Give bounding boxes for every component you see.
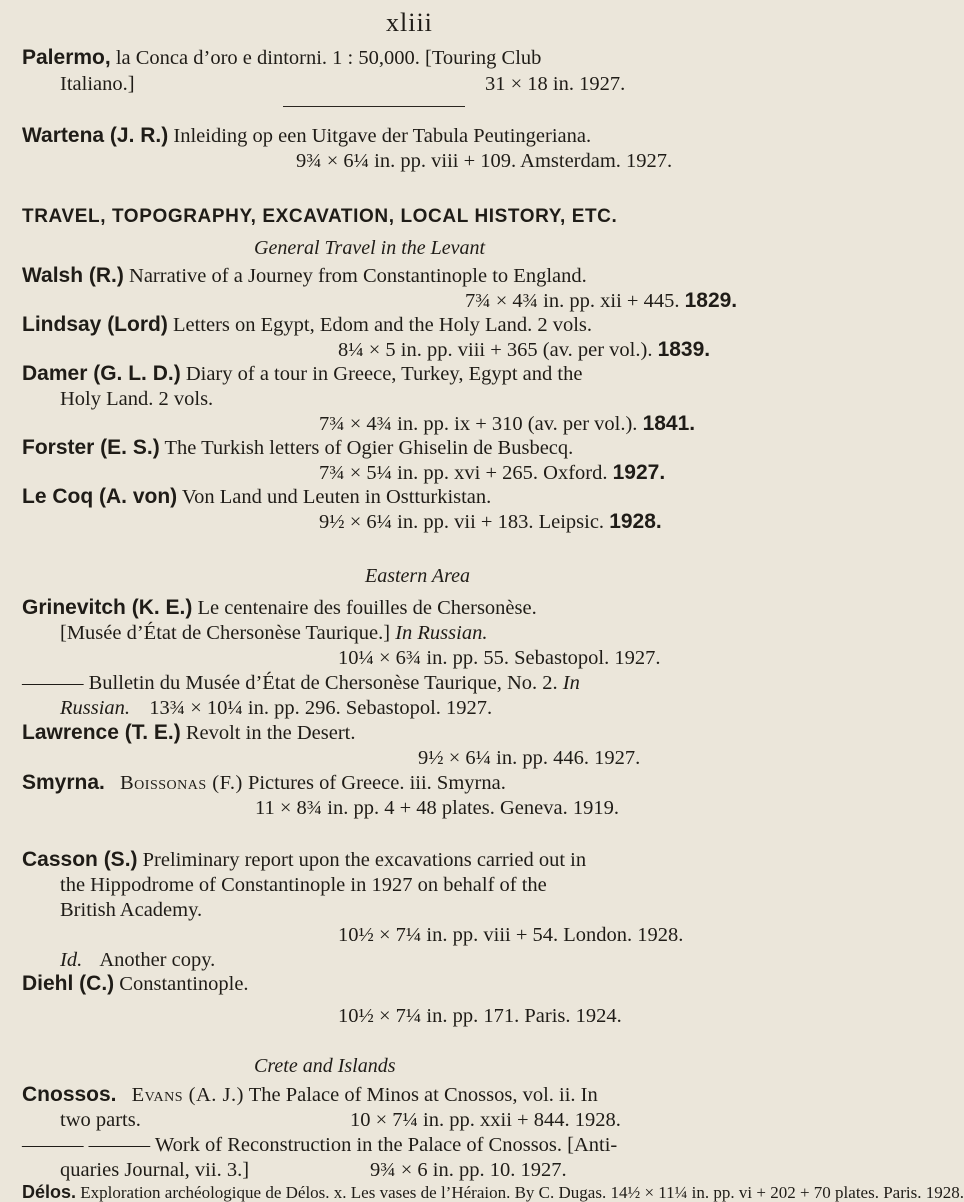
entry-work-line2a: quaries Journal, vii. 3.] [60,1159,250,1181]
entry-year: 1839. [657,338,711,361]
entry-lawrence-line1 [22,721,356,745]
ditto-dash: ——— ——— [22,1134,151,1156]
entry-casson-line4: 10½ × 7¼ in. pp. viii + 54. London. 1928. [338,924,684,946]
entry-grinevitch-line1 [22,596,537,620]
entry-italic: Russian. [60,697,131,719]
entry-palermo-line1 [22,46,541,70]
entry-text: l’Héraion. By C. Dugas. [440,1183,607,1202]
entry-forster-line2 [319,461,665,485]
subsection-eastern: Eastern Area [365,565,470,587]
entry-head: Smyrna. [22,771,105,794]
entry-text: The Turkish letters of Ogier Ghiselin de Busbecq. [164,437,574,459]
entry-damer-line2: Holy Land. 2 vols. [60,388,214,410]
entry-smyrna-line2: 11 × 8¾ in. pp. 4 + 48 plates. Geneva. 1919. [255,797,619,819]
entry-cnossos-line2a: two parts. [60,1109,141,1131]
entry-wartena-line1 [22,124,591,148]
entry-text: Inleiding op een Uitgave der Tabula Peutingeriana. [173,125,592,147]
entry-head: Palermo, [22,46,111,69]
entry-year: 1841. [642,412,696,435]
ditto-dash: ——— [22,672,84,694]
entry-casson-line2: the Hippodrome of Constantinople in 1927 on behalf of the [60,874,547,896]
entry-wartena-line2: 9¾ × 6¼ in. pp. viii + 109. Amsterdam. 1927. [296,150,673,172]
entry-work-line2b: 9¾ × 6 in. pp. 10. 1927. [370,1159,567,1181]
entry-text: Von Land und Leuten in Ostturkistan. [181,486,492,508]
entry-forster-line1 [22,436,573,460]
entry-text: 13¾ × 10¼ in. pp. 296. Sebastopol. 1927. [149,697,493,719]
entry-head: Délos. [22,1182,77,1202]
entry-head: Cnossos. [22,1083,117,1106]
entry-head: Casson (S.) [22,848,138,871]
entry-palermo-line2b: 31 × 18 in. 1927. [485,73,626,95]
entry-diehl-line1 [22,972,249,996]
entry-head: Walsh (R.) [22,264,124,287]
entry-text: 14½ × 11¼ in. pp. vi + 202 + 70 plates. Paris. 1928. [610,1183,964,1202]
entry-text: 7¾ × 4¾ in. pp. ix + 310 (av. per vol.). [319,413,638,435]
entry-head: Forster (E. S.) [22,436,160,459]
section-heading: TRAVEL, TOPOGRAPHY, EXCAVATION, LOCAL HISTORY, ETC. [22,206,618,227]
entry-text: 7¾ × 4¾ in. pp. xii + 445. [465,290,680,312]
entry-author: Evans (A. J.) [131,1084,244,1106]
entry-lindsay-line2 [338,338,710,362]
entry-lecoq-line2 [319,510,662,534]
entry-year: 1829. [684,289,738,312]
entry-text: Letters on Egypt, Edom and the Holy Land. 2 vols. [172,314,593,336]
entry-text: Narrative of a Journey from Constantinople to England. [129,265,587,287]
page-number: xliii [386,8,433,37]
entry-walsh-line2 [465,289,737,313]
entry-text: Exploration archéologique de Délos. x. Les vases de [80,1183,437,1202]
entry-year: 1927. [612,461,666,484]
entry-damer-line3 [319,412,695,436]
entry-head: Lindsay (Lord) [22,313,168,336]
entry-text: Le centenaire des fouilles de Chersonèse. [197,597,537,619]
entry-head: Le Coq (A. von) [22,485,178,508]
entry-text: Bulletin du Musée d’État de Chersonèse Taurique, No. 2. [88,672,558,694]
entry-damer-line1 [22,362,582,386]
entry-text: Another copy. [99,949,216,971]
divider-rule [283,106,465,107]
entry-cnossos-line1 [22,1083,598,1107]
entry-text: The Palace of Minos at Cnossos, vol. ii. In [248,1084,598,1106]
entry-text: Work of Reconstruction in the Palace of Cnossos. [Anti- [154,1134,618,1156]
entry-text: 8¼ × 5 in. pp. viii + 365 (av. per vol.). [338,339,653,361]
entry-text: Pictures of Greece. iii. Smyrna. [247,772,506,794]
entry-text: Preliminary report upon the excavations carried out in [142,849,587,871]
entry-text: 7¾ × 5¼ in. pp. xvi + 265. Oxford. [319,462,608,484]
entry-lecoq-line1 [22,485,491,509]
entry-author: Boissonas (F.) [120,772,243,794]
subsection-levant: General Travel in the Levant [254,237,486,259]
entry-grinevitch-line2 [60,621,487,645]
entry-head: Lawrence (T. E.) [22,721,181,744]
entry-year: 1928. [609,510,662,533]
entry-head: Grinevitch (K. E.) [22,596,193,619]
entry-text: Revolt in the Desert. [185,722,356,744]
entry-text: 9½ × 6¼ in. pp. vii + 183. Leipsic. [319,511,605,533]
entry-casson-line1 [22,848,586,872]
entry-text: [Musée d’État de Chersonèse Taurique.] [60,622,391,644]
entry-head: Diehl (C.) [22,972,115,995]
entry-bulletin-line1 [22,671,580,695]
entry-text: la Conca d’oro e dintorni. 1 : 50,000. [Touring Club [115,47,542,69]
entry-text: Constantinople. [119,973,249,995]
subsection-crete: Crete and Islands [254,1055,396,1077]
entry-lindsay-line1 [22,313,592,337]
entry-diehl-line2: 10½ × 7¼ in. pp. 171. Paris. 1924. [338,1005,622,1027]
entry-id-line [60,948,215,972]
entry-smyrna-line1 [22,771,506,795]
entry-cnossos-line2b: 10 × 7¼ in. pp. xxii + 844. 1928. [350,1109,621,1131]
entry-head: Wartena (J. R.) [22,124,169,147]
entry-palermo-line2a: Italiano.] [60,73,135,95]
entry-casson-line3: British Academy. [60,899,203,921]
entry-italic: In [562,672,580,694]
entry-text: Diary of a tour in Greece, Turkey, Egypt and the [185,363,583,385]
entry-head: Damer (G. L. D.) [22,362,181,385]
entry-work-line1 [22,1133,617,1157]
entry-delos-line1 [22,1182,964,1202]
entry-grinevitch-line3: 10¼ × 6¾ in. pp. 55. Sebastopol. 1927. [338,647,661,669]
entry-italic: In Russian. [395,622,488,644]
entry-italic: Id. [60,949,83,971]
entry-walsh-line1 [22,264,587,288]
entry-lawrence-line2: 9½ × 6¼ in. pp. 446. 1927. [418,747,641,769]
entry-bulletin-line2 [60,696,492,720]
